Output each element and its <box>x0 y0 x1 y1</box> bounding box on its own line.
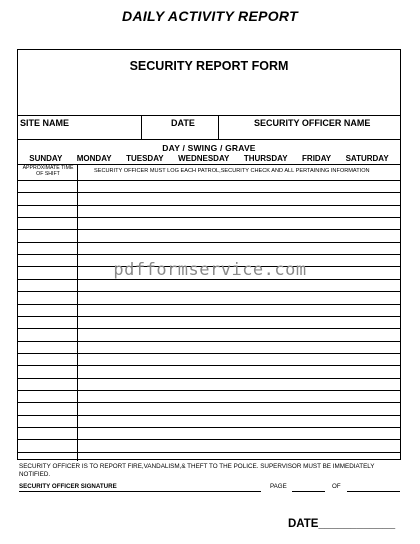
day-friday[interactable]: FRIDAY <box>302 154 332 163</box>
log-row-line[interactable] <box>18 316 400 317</box>
log-row-line[interactable] <box>18 353 400 354</box>
log-row-line[interactable] <box>18 217 400 218</box>
log-row-line[interactable] <box>18 254 400 255</box>
signature-label: SECURITY OFFICER SIGNATURE <box>19 483 117 490</box>
officer-name-label: SECURITY OFFICER NAME <box>254 118 371 128</box>
log-row-line[interactable] <box>18 192 400 193</box>
watermark: pdfformservice.com <box>113 260 307 280</box>
log-row-line[interactable] <box>18 439 400 440</box>
divider <box>18 115 400 116</box>
of-label: OF <box>332 483 341 490</box>
document-title: DAILY ACTIVITY REPORT <box>122 8 298 24</box>
signature-line[interactable] <box>19 491 261 492</box>
day-thursday[interactable]: THURSDAY <box>243 154 288 163</box>
log-row-line[interactable] <box>18 378 400 379</box>
divider <box>218 115 219 139</box>
bottom-date-field[interactable]: DATE____________ <box>288 518 396 530</box>
log-instructions: SECURITY OFFICER MUST LOG EACH PATROL,SECURITY CHECK AND ALL PERTAINING INFORMATION <box>94 168 370 174</box>
shift-selector[interactable]: DAY / SWING / GRAVE <box>162 143 256 153</box>
day-saturday[interactable]: SATURDAY <box>345 154 389 163</box>
day-monday[interactable]: MONDAY <box>76 154 112 163</box>
day-selector <box>18 154 400 163</box>
log-row-line[interactable] <box>18 229 400 230</box>
log-row-line[interactable] <box>18 205 400 206</box>
log-row-line[interactable] <box>18 365 400 366</box>
log-row-line[interactable] <box>18 427 400 428</box>
log-row-line[interactable] <box>18 328 400 329</box>
log-row-line[interactable] <box>18 415 400 416</box>
notice-text: SECURITY OFFICER IS TO REPORT FIRE,VANDALISM,& THEFT TO THE POLICE. SUPERVISOR MUST BE IMMEDIATELY NOTIFIED. <box>19 463 375 478</box>
log-row-line[interactable] <box>18 291 400 292</box>
day-tuesday[interactable]: TUESDAY <box>126 154 164 163</box>
time-column-label: APPROXIMATE TIME OF SHIFT <box>22 165 74 177</box>
time-column-divider <box>77 164 78 461</box>
day-wednesday[interactable]: WEDNESDAY <box>178 154 230 163</box>
form-title: SECURITY REPORT FORM <box>129 59 289 73</box>
log-row-line[interactable] <box>18 390 400 391</box>
page-total-field[interactable] <box>347 491 400 492</box>
log-row-line[interactable] <box>18 341 400 342</box>
security-report-form <box>17 49 401 460</box>
log-row-line[interactable] <box>18 452 400 453</box>
day-sunday[interactable]: SUNDAY <box>29 154 63 163</box>
log-row-line[interactable] <box>18 242 400 243</box>
date-label: DATE <box>171 118 195 128</box>
site-name-label: SITE NAME <box>20 118 70 128</box>
divider <box>18 139 400 140</box>
log-row-line[interactable] <box>18 402 400 403</box>
log-row-line[interactable] <box>18 180 400 181</box>
page-label: PAGE <box>270 483 287 490</box>
log-row-line[interactable] <box>18 304 400 305</box>
divider <box>141 115 142 139</box>
page-number-field[interactable] <box>292 491 325 492</box>
